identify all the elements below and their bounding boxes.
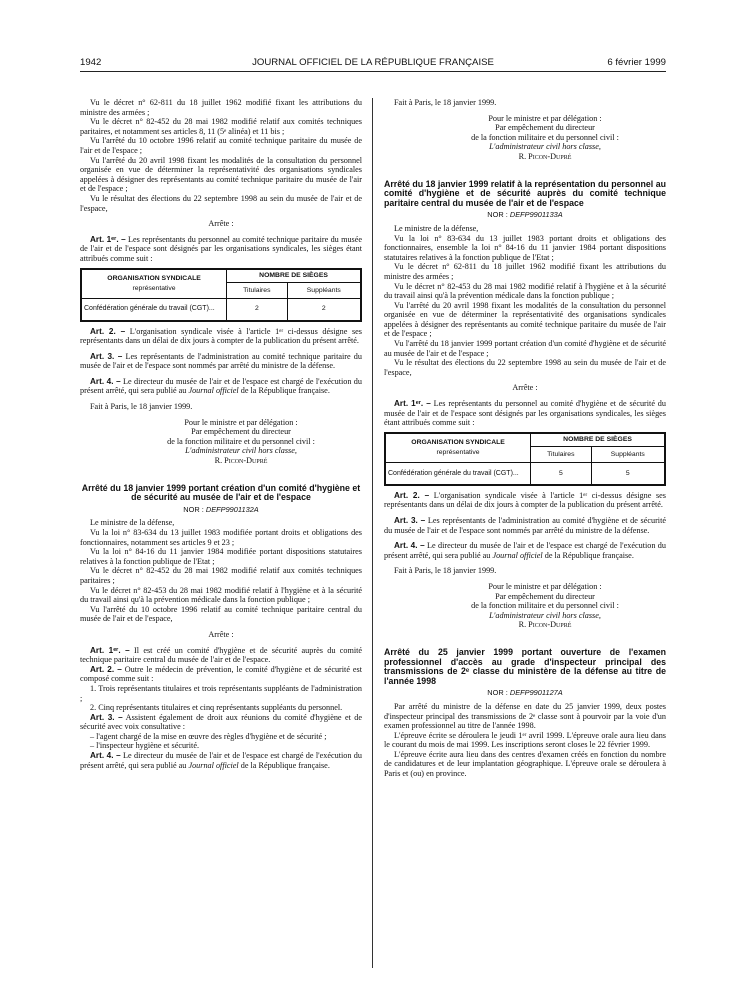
decree-title: Arrêté du 18 janvier 1999 relatif à la représentation du personnel au comité d'hygiène et de sécurité auprès du comité technique paritaire central du musée de l'air et de l'espace xyxy=(384,178,666,208)
org-cell: Confédération générale du travail (CGT)... xyxy=(385,463,531,485)
body-para: L'épreuve écrite se déroulera le jeudi 1ᵉʳ avril 1999. L'épreuve orale aura lieu dans le courant du mois de mai 1999. Les inscriptions seront closes le 22 février 1999. xyxy=(384,730,666,750)
article-3: Art. 3. – Les représentants de l'administration au comité d'hygiène et de sécurité du musée de l'air et de l'espace sont nommés par arrêté du ministre de la défense. xyxy=(384,516,666,535)
article-2: Art. 2. – L'organisation syndicale visée à l'article 1ᵉʳ ci-dessus désigne ses représentants dans un délai de dix jours à compter de la publication du présent arrêté. xyxy=(80,326,362,346)
article-3: Art. 3. – Assistent également de droit aux réunions du comité d'hygiène et de sécurité avec voix consultative : xyxy=(80,712,362,732)
nor-reference: NOR : DEFP9901127A xyxy=(487,688,563,698)
body-para: Le ministre de la défense, xyxy=(394,223,479,233)
suppleants-header: Suppléants xyxy=(287,283,361,299)
titulaires-header: Titulaires xyxy=(227,283,287,299)
body-para: Vu le décret n° 82-453 du 28 mai 1982 modifié relatif à l'hygiène et à la sécurité du travail ainsi qu'à la prévention médicale dans la fonction publique ; xyxy=(80,585,362,605)
column-divider xyxy=(372,98,373,968)
list-item: – l'inspecteur hygiène et sécurité. xyxy=(90,741,200,751)
page-number: 1942 xyxy=(80,57,102,68)
article-2: Art. 2. – Outre le médecin de prévention, le comité d'hygiène et de sécurité est composé comme suit : xyxy=(80,664,362,684)
body-para: Vu la loi n° 83-634 du 13 juillet 1983 modifiée portant droits et obligations des fonctionnaires, notamment ses articles 9 et 23 ; xyxy=(80,528,362,547)
body-para: Vu le décret n° 82-453 du 28 mai 1982 modifié relatif à l'hygiène et à la sécurité du travail ainsi qu'à la prévention médicale dans la fonction publique ; xyxy=(384,281,666,301)
arrete-label: Arrête : xyxy=(512,383,538,393)
preamble-para: Vu l'arrêté du 10 octobre 1996 relatif au comité technique paritaire du musée de l'air et de l'espace ; xyxy=(80,136,362,155)
seats-group-header: NOMBRE DE SIÈGES xyxy=(531,433,665,447)
signatory-name: R. Picon-Dupré xyxy=(518,151,572,161)
signature-line: Par empêchement du directeur xyxy=(191,427,291,437)
right-column xyxy=(384,98,666,779)
signature-line: de la fonction militaire et du personnel civil : xyxy=(471,132,619,142)
suppleants-cell: 5 xyxy=(591,463,665,485)
body-para: Vu la loi n° 83-634 du 13 juillet 1983 portant droits et obligations des fonctionnaires, ensemble la loi n° 84-16 du 11 janvier 1984 portant dispositions statutaires relatives à la fonction publique de l'Etat ; xyxy=(384,233,666,262)
fait-a-paris: Fait à Paris, le 18 janvier 1999. xyxy=(90,402,193,412)
body-para: Vu l'arrêté du 10 octobre 1996 relatif au comité technique paritaire central du musée de l'air et de l'espace, xyxy=(80,604,362,624)
signature-line: de la fonction militaire et du personnel civil : xyxy=(167,436,315,446)
arrete-label: Arrête : xyxy=(208,219,234,229)
preamble-para: Vu le décret n° 82-452 du 28 mai 1982 modifié relatif aux comités techniques paritaires, et notamment ses articles 8, 11 (5ᵉ alinéa) et 11 bis ; xyxy=(80,117,362,136)
body-para: Vu le décret n° 82-452 du 28 mai 1982 modifié relatif aux comités techniques paritaires ; xyxy=(80,566,362,585)
article-2: Art. 2. – L'organisation syndicale visée à l'article 1ᵉʳ ci-dessus désigne ses représentants dans un délai de dix jours à compter de la publication du présent arrêté. xyxy=(384,490,666,510)
article-1 xyxy=(80,235,362,264)
seats-group-header: NOMBRE DE SIÈGES xyxy=(227,269,361,283)
signature-line: Par empêchement du directeur xyxy=(495,591,595,601)
list-item: – l'agent chargé de la mise en œuvre des règles d'hygiène et de sécurité ; xyxy=(90,731,327,741)
fait-a-paris: Fait à Paris, le 18 janvier 1999. xyxy=(394,98,497,107)
seats-table xyxy=(80,268,362,322)
body-para: Vu le décret n° 62-811 du 18 juillet 1962 modifié fixant les attributions du ministre des armées ; xyxy=(384,262,666,281)
org-header: ORGANISATION SYNDICALE représentative xyxy=(81,269,227,299)
seats-table xyxy=(384,432,666,486)
body-para: Vu le résultat des élections du 22 septembre 1998 au sein du musée de l'air et de l'espace, xyxy=(384,358,666,377)
article-3: Art. 3. – Les représentants de l'administration au comité technique paritaire du musée de l'air et de l'espace sont nommés par arrêté du ministre de la défense. xyxy=(80,351,362,371)
suppleants-cell: 2 xyxy=(287,299,361,321)
titulaires-cell: 5 xyxy=(531,463,591,485)
page-header xyxy=(80,57,666,72)
signature-line: Pour le ministre et par délégation : xyxy=(184,417,298,427)
decree-title: Arrêté du 18 janvier 1999 portant création d'un comité d'hygiène et de sécurité au musée de l'air et de l'espace xyxy=(81,482,361,503)
titulaires-header: Titulaires xyxy=(531,447,591,463)
list-item: 2. Cinq représentants titulaires et cinq représentants suppléants du personnel. xyxy=(90,703,343,713)
titulaires-cell: 2 xyxy=(227,299,287,321)
body-para: Vu l'arrêté du 18 janvier 1999 portant création d'un comité d'hygiène et de sécurité au musée de l'air et de l'espace ; xyxy=(384,339,666,358)
body-para: Vu la loi n° 84-16 du 11 janvier 1984 modifiée portant dispositions statutaires relatives à la fonction publique de l'Etat ; xyxy=(80,547,362,566)
issue-date: 6 février 1999 xyxy=(607,57,666,68)
preamble-para: Vu l'arrêté du 20 avril 1998 fixant les modalités de la consultation du personnel organisée en vue de déterminer la représentativité des organisations syndicales appelées à désigner des représentants au comité technique paritaire du musée de l'air et de l'espace ; xyxy=(80,155,362,194)
article-1: Art. 1ᵉʳ. – Il est créé un comité d'hygiène et de sécurité auprès du comité technique paritaire central du musée de l'air et de l'espace. xyxy=(80,645,363,665)
left-column xyxy=(80,98,362,770)
nor-reference: NOR : DEFP9901132A xyxy=(183,504,259,514)
suppleants-header: Suppléants xyxy=(591,447,665,463)
org-cell: Confédération générale du travail (CGT)... xyxy=(81,299,227,321)
body-para: Le ministre de la défense, xyxy=(90,518,175,528)
org-header: ORGANISATION SYNDICALE représentative xyxy=(385,433,531,463)
nor-reference: NOR : DEFP9901133A xyxy=(487,210,563,220)
body-para: Vu l'arrêté du 20 avril 1998 fixant les modalités de la consultation du personnel organisée en vue de déterminer la représentativité des organisations syndicales appelées à désigner des représentants au comité technique paritaire du musée de l'air et de l'espace ; xyxy=(384,300,666,339)
body-para: Par arrêté du ministre de la défense en date du 25 janvier 1999, deux postes d'inspecteur principal des transmissions de 2ᵉ classe sont à pourvoir par la voie d'un examen professionnel au titre de l'année 1998. xyxy=(384,701,666,731)
signature-title: L'administrateur civil hors classe, xyxy=(489,610,601,620)
article-1: Art. 1ᵉʳ. – Les représentants du personnel au comité d'hygiène et de sécurité du musée de l'air et de l'espace sont désignés par les organisations syndicales, les sièges étant attribués comme suit : xyxy=(384,399,666,428)
arrete-label: Arrête : xyxy=(208,629,234,639)
body-para: L'épreuve écrite aura lieu dans des centres d'examen créés en fonction du nombre de candidatures et de leur implantation géographique. L'épreuve orale se déroulera à Paris et (ou) en province. xyxy=(384,749,666,779)
article-text: Les représentants du personnel au comité technique paritaire du musée de l'air et de l'espace sont désignés par les organisations syndicales, les sièges étant attribués comme suit : xyxy=(80,234,363,263)
journal-title: JOURNAL OFFICIEL DE LA RÉPUBLIQUE FRANÇAISE xyxy=(252,57,494,68)
signature-title: L'administrateur civil hors classe, xyxy=(489,142,601,152)
signatory-name: R. Picon-Dupré xyxy=(518,620,572,630)
article-heading: Art. 1ᵉʳ. – xyxy=(90,234,126,244)
signature-line: Pour le ministre et par délégation : xyxy=(488,113,602,123)
article-4: Art. 4. – Le directeur du musée de l'air et de l'espace est chargé de l'exécution du présent arrêté, qui sera publié au Journal officiel de la République française. xyxy=(80,751,362,770)
signature-line: Pour le ministre et par délégation : xyxy=(488,581,602,591)
decree-title: Arrêté du 25 janvier 1999 portant ouverture de l'examen professionnel d'accès au grade d'inspecteur principal des transmissions de 2ᵉ classe du ministère de la défense au titre de l'année 1998 xyxy=(384,646,666,686)
fait-a-paris: Fait à Paris, le 18 janvier 1999. xyxy=(394,566,497,576)
list-item: 1. Trois représentants titulaires et trois représentants suppléants de l'administration ; xyxy=(80,683,362,703)
signature-line: de la fonction militaire et du personnel civil : xyxy=(471,601,619,611)
signature-title: L'administrateur civil hors classe, xyxy=(185,446,297,456)
article-4: Art. 4. – Le directeur du musée de l'air et de l'espace est chargé de l'exécution du présent arrêté, qui sera publié au Journal officiel de la République française. xyxy=(384,541,666,560)
preamble-para: Vu le résultat des élections du 22 septembre 1998 au sein du musée de l'air et de l'espace, xyxy=(80,193,362,213)
signatory-name: R. Picon-Dupré xyxy=(214,456,268,466)
signature-line: Par empêchement du directeur xyxy=(495,123,595,133)
preamble-para: Vu le décret n° 62-811 du 18 juillet 1962 modifié fixant les attributions du ministre des armées ; xyxy=(80,98,362,117)
article-4: Art. 4. – Le directeur du musée de l'air et de l'espace est chargé de l'exécution du présent arrêté, qui sera publié au Journal officiel de la République française. xyxy=(80,376,362,396)
